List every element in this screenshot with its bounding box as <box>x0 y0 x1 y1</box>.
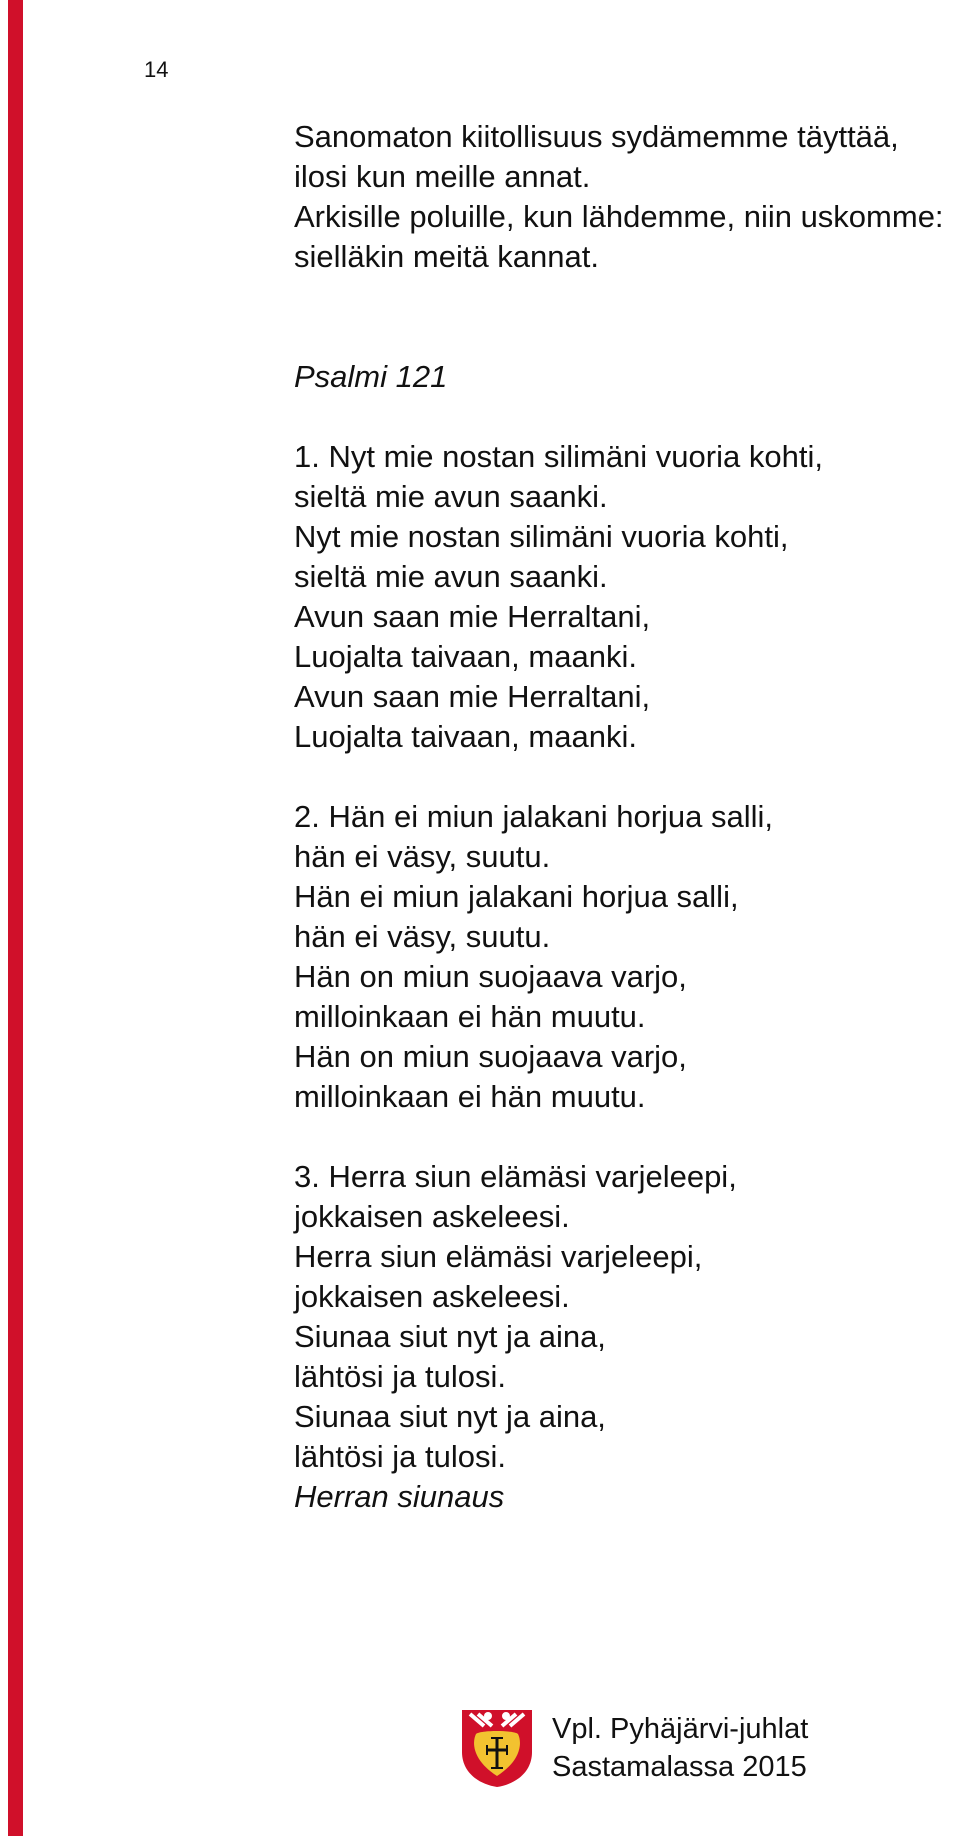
text-line: Luojalta taivaan, maanki. <box>294 719 637 754</box>
text-line: Siunaa siut nyt ja aina, <box>294 1399 606 1434</box>
text-line: 1. Nyt mie nostan silimäni vuoria kohti, <box>294 439 823 474</box>
text-line: Nyt mie nostan silimäni vuoria kohti, <box>294 519 789 554</box>
coat-of-arms-icon <box>458 1706 536 1788</box>
text-line: sielläkin meitä kannat. <box>294 239 599 274</box>
text-line: milloinkaan ei hän muutu. <box>294 999 646 1034</box>
closing-line: Herran siunaus <box>294 1479 505 1514</box>
page-number: 14 <box>144 57 169 82</box>
text-line: Siunaa siut nyt ja aina, <box>294 1319 606 1354</box>
text-line: Avun saan mie Herraltani, <box>294 679 651 714</box>
psalm-title <box>294 357 960 397</box>
text-line: lähtösi ja tulosi. <box>294 1439 506 1474</box>
text-line: jokkaisen askeleesi. <box>294 1279 570 1314</box>
intro-stanza <box>294 117 960 277</box>
text-line: lähtösi ja tulosi. <box>294 1359 506 1394</box>
footer-line-2: Sastamalassa 2015 <box>552 1751 807 1783</box>
text-line: Arkisille poluille, kun lähdemme, niin uskomme: <box>294 199 944 234</box>
text-line: sieltä mie avun saanki. <box>294 479 608 514</box>
text-line: Avun saan mie Herraltani, <box>294 599 651 634</box>
left-margin-bar <box>8 0 23 1836</box>
psalm-title-text: Psalmi 121 <box>294 359 448 394</box>
text-line: milloinkaan ei hän muutu. <box>294 1079 646 1114</box>
text-line: Hän on miun suojaava varjo, <box>294 959 687 994</box>
footer-caption <box>552 1710 808 1786</box>
footer <box>458 1706 808 1788</box>
text-line: Hän ei miun jalakani horjua salli, <box>294 879 739 914</box>
text-line: Hän on miun suojaava varjo, <box>294 1039 687 1074</box>
stanza-1 <box>294 437 960 757</box>
text-line: jokkaisen askeleesi. <box>294 1199 570 1234</box>
text-line: hän ei väsy, suutu. <box>294 919 551 954</box>
text-line: 3. Herra siun elämäsi varjeleepi, <box>294 1159 737 1194</box>
stanza-3 <box>294 1157 960 1517</box>
text-line: 2. Hän ei miun jalakani horjua salli, <box>294 799 774 834</box>
text-line: Sanomaton kiitollisuus sydämemme täyttää, <box>294 119 899 154</box>
stanza-2 <box>294 797 960 1117</box>
text-line: ilosi kun meille annat. <box>294 159 591 194</box>
footer-line-1: Vpl. Pyhäjärvi-juhlat <box>552 1713 809 1745</box>
text-line: hän ei väsy, suutu. <box>294 839 551 874</box>
text-line: Herra siun elämäsi varjeleepi, <box>294 1239 703 1274</box>
hymn-text <box>294 117 960 1517</box>
text-line: Luojalta taivaan, maanki. <box>294 639 637 674</box>
text-line: sieltä mie avun saanki. <box>294 559 608 594</box>
